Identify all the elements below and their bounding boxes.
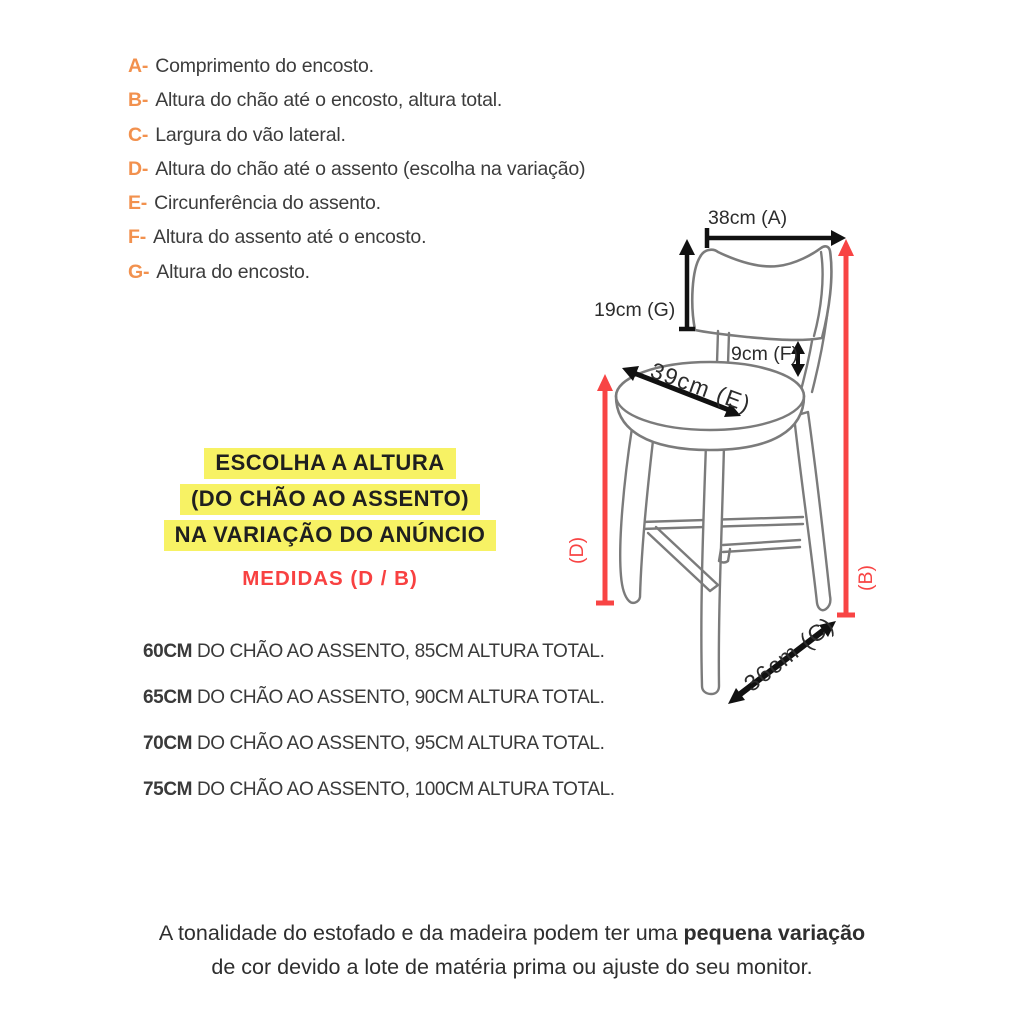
legend-letter: C- [128, 123, 149, 146]
legend-text: Altura do assento até o encosto. [153, 226, 427, 249]
measures-subtitle: MEDIDAS (D / B) [242, 567, 418, 590]
legend-letter: D- [128, 157, 149, 180]
dim-label-b: (B) [855, 565, 877, 591]
rear-right-leg [794, 412, 830, 610]
disclaimer-bold: pequena variação [683, 921, 866, 945]
dim-label-f: 9cm (F) [731, 343, 799, 365]
highlight-line-3: NA VARIAÇÃO DO ANÚNCIO [164, 520, 497, 551]
backrest [692, 246, 831, 340]
lower-rail [723, 540, 800, 552]
dim-arrow-a [707, 228, 846, 248]
front-right-leg [701, 444, 724, 694]
legend-letter: A- [128, 55, 149, 77]
legend-letter: E- [128, 192, 148, 215]
front-left-leg [620, 428, 654, 603]
dim-arrow-d [596, 374, 614, 603]
legend-text: Comprimento do encosto. [155, 55, 374, 77]
variation-size: 75CM [143, 779, 193, 800]
legend-text: Altura do chão até o assento (escolha na variação) [155, 157, 586, 180]
variation-size: 65CM [143, 687, 193, 708]
dim-label-c: 36cm (C) [739, 611, 840, 697]
highlight-line-2: (DO CHÃO AO ASSENTO) [180, 484, 480, 515]
legend-text: Altura do chão até o encosto, altura total. [155, 89, 503, 112]
disclaimer-line-1 [12, 916, 1012, 950]
dim-label-g: 19cm (G) [594, 299, 676, 321]
highlight-line-1: ESCOLHA A ALTURA [204, 448, 455, 479]
variation-text: DO CHÃO AO ASSENTO, 85CM ALTURA TOTAL. [192, 641, 605, 662]
disclaimer-line-2: de cor devido a lote de matéria prima ou ajuste do seu monitor. [211, 955, 813, 979]
legend-text: Largura do vão lateral. [155, 123, 346, 146]
legend-text: Altura do encosto. [156, 260, 310, 283]
dim-label-a: 38cm (A) [708, 207, 788, 229]
dim-arrow-b [837, 239, 855, 615]
dim-label-e: 39cm (E) [647, 357, 755, 418]
variation-size: 70CM [143, 733, 193, 754]
variation-text: DO CHÃO AO ASSENTO, 95CM ALTURA TOTAL. [192, 733, 605, 754]
legend-letter: G- [128, 260, 150, 283]
dim-label-d: (D) [566, 536, 588, 564]
disclaimer-text: A tonalidade do estofado e da madeira podem ter uma [158, 921, 684, 945]
legend-text: Circunferência do assento. [154, 192, 381, 215]
variation-text: DO CHÃO AO ASSENTO, 90CM ALTURA TOTAL. [192, 687, 605, 708]
legend-letter: B- [128, 89, 149, 112]
variation-size: 60CM [143, 641, 193, 662]
color-disclaimer [12, 916, 1012, 984]
legend-letter: F- [128, 226, 147, 249]
variation-text: DO CHÃO AO ASSENTO, 100CM ALTURA TOTAL. [192, 779, 615, 800]
